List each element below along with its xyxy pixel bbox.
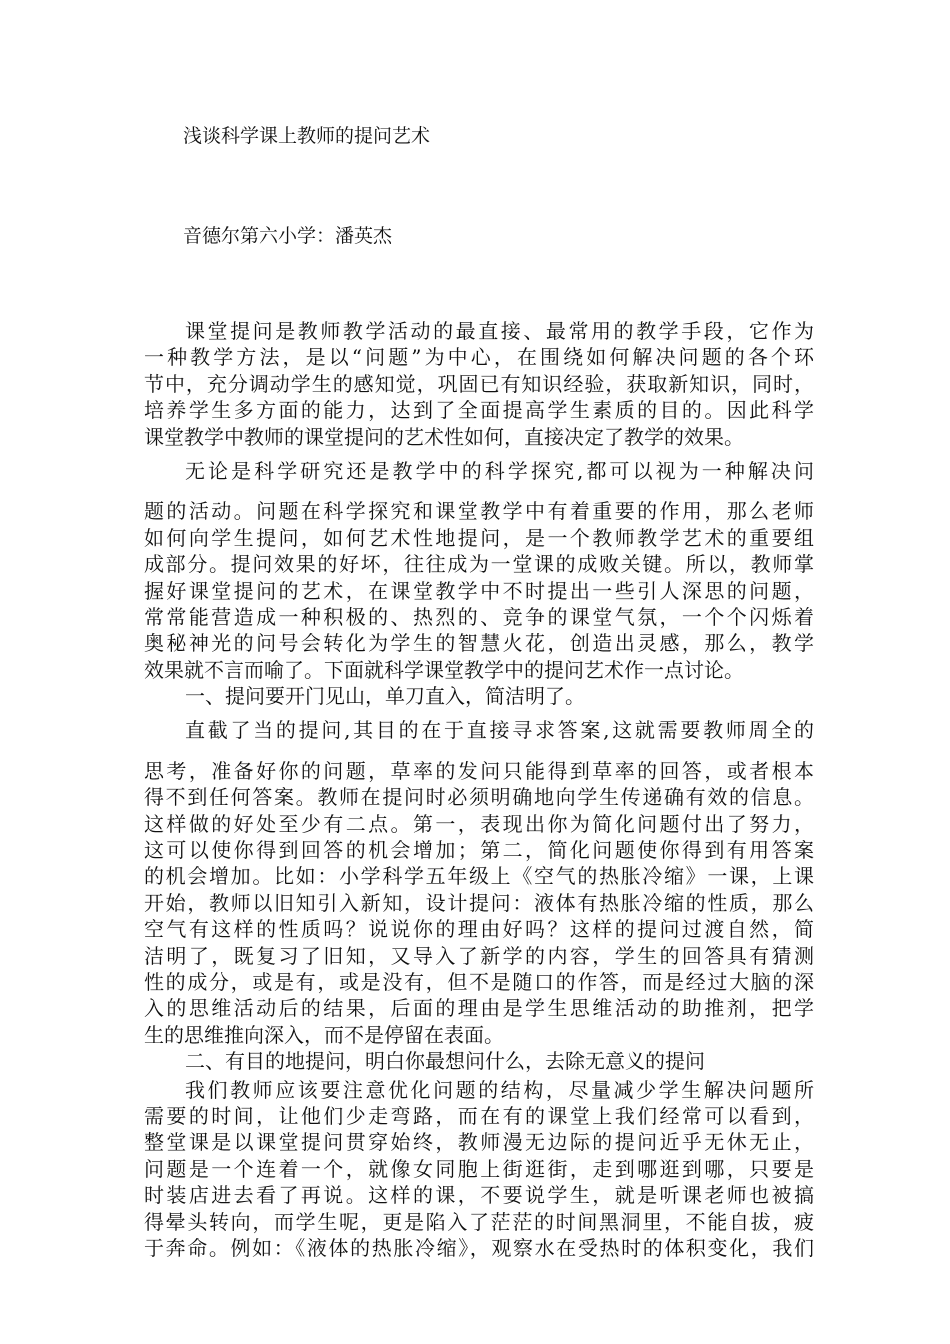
text-line: 这可以使你得到回答的机会增加；第二，简化问题使你得到有用答案: [144, 838, 814, 863]
text-line: 这样做的好处至少有二点。第一，表现出你为简化问题付出了努力，: [144, 811, 814, 836]
text-line: 的机会增加。比如：小学科学五年级上《空气的热胀冷缩》一课，上课: [144, 864, 814, 889]
text-line: 无论是科学研究还是教学中的科学探究,都可以视为一种解决问: [185, 458, 814, 483]
text-line: 问题是一个连着一个，就像女同胞上街逛街，走到哪逛到哪，只要是: [144, 1156, 814, 1181]
text-line: 握好课堂提问的艺术，在课堂教学中不时提出一些引人深思的问题，: [144, 578, 814, 603]
text-line: 培养学生多方面的能力，达到了全面提高学生素质的目的。因此科学: [144, 398, 814, 423]
text-line: 于奔命。例如：《液体的热胀冷缩》，观察水在受热时的体积变化，我们: [144, 1235, 814, 1260]
text-line: 课堂提问是教师教学活动的最直接、最常用的教学手段，它作为: [185, 319, 814, 343]
text-line: 一种教学方法，是以“问题”为中心，在围绕如何解决问题的各个环: [144, 345, 814, 370]
text-line: 奥秘神光的问号会转化为学生的智慧火花，创造出灵感，那么，教学: [144, 631, 814, 656]
document-author: 音德尔第六小学：潘英杰: [183, 225, 393, 247]
text-line: 性的成分，或是有，或是没有，但不是随口的作答，而是经过大脑的深: [144, 969, 814, 994]
text-line: 生的思维推向深入，而不是停留在表面。: [144, 1022, 504, 1047]
text-line: 得不到任何答案。教师在提问时必须明确地向学生传递确有效的信息。: [144, 785, 814, 810]
text-line: 入的思维活动后的结果，后面的理由是学生思维活动的助推剂，把学: [144, 996, 814, 1021]
text-line: 直截了当的提问,其目的在于直接寻求答案,这就需要教师周全的: [185, 718, 814, 743]
text-line: 需要的时间，让他们少走弯路，而在有的课堂上我们经常可以看到，: [144, 1103, 814, 1128]
section-heading: 二、有目的地提问，明白你最想问什么，去除无意义的提问: [185, 1049, 705, 1074]
text-line: 思考，准备好你的问题，草率的发问只能得到草率的回答，或者根本: [144, 758, 814, 783]
text-line: 成部分。提问效果的好坏，往往成为一堂课的成败关键。所以，教师掌: [144, 552, 814, 577]
text-line: 效果就不言而喻了。下面就科学课堂教学中的提问艺术作一点讨论。: [144, 657, 744, 682]
text-line: 洁明了，既复习了旧知，又导入了新学的内容，学生的回答具有猜测: [144, 943, 814, 968]
text-line: 节中，充分调动学生的感知觉，巩固已有知识经验，获取新知识，同时，: [144, 371, 814, 396]
text-line: 空气有这样的性质吗？说说你的理由好吗？这样的提问过渡自然，简: [144, 917, 814, 942]
text-line: 常常能营造成一种积极的、热烈的、竞争的课堂气氛，一个个闪烁着: [144, 604, 814, 629]
text-line: 得晕头转向，而学生呢，更是陷入了茫茫的时间黑洞里，不能自拔，疲: [144, 1209, 814, 1234]
document-title: 浅谈科学课上教师的提问艺术: [183, 125, 431, 147]
document-body: [144, 318, 814, 1261]
text-line: 开始，教师以旧知引入新知，设计提问：液体有热胀冷缩的性质，那么: [144, 890, 814, 915]
text-line: 课堂教学中教师的课堂提问的艺术性如何，直接决定了教学的效果。: [144, 424, 744, 449]
text-line: 整堂课是以课堂提问贯穿始终，教师漫无边际的提问近乎无休无止，: [144, 1130, 814, 1155]
section-heading: 一、提问要开门见山，单刀直入，简洁明了。: [185, 684, 585, 709]
text-line: 如何向学生提问，如何艺术性地提问，是一个教师教学艺术的重要组: [144, 525, 814, 550]
text-line: 我们教师应该要注意优化问题的结构，尽量减少学生解决问题所: [185, 1077, 814, 1102]
text-line: 题的活动。问题在科学探究和课堂教学中有着重要的作用，那么老师: [144, 499, 814, 524]
text-line: 时装店进去看了再说。这样的课，不要说学生，就是听课老师也被搞: [144, 1183, 814, 1208]
